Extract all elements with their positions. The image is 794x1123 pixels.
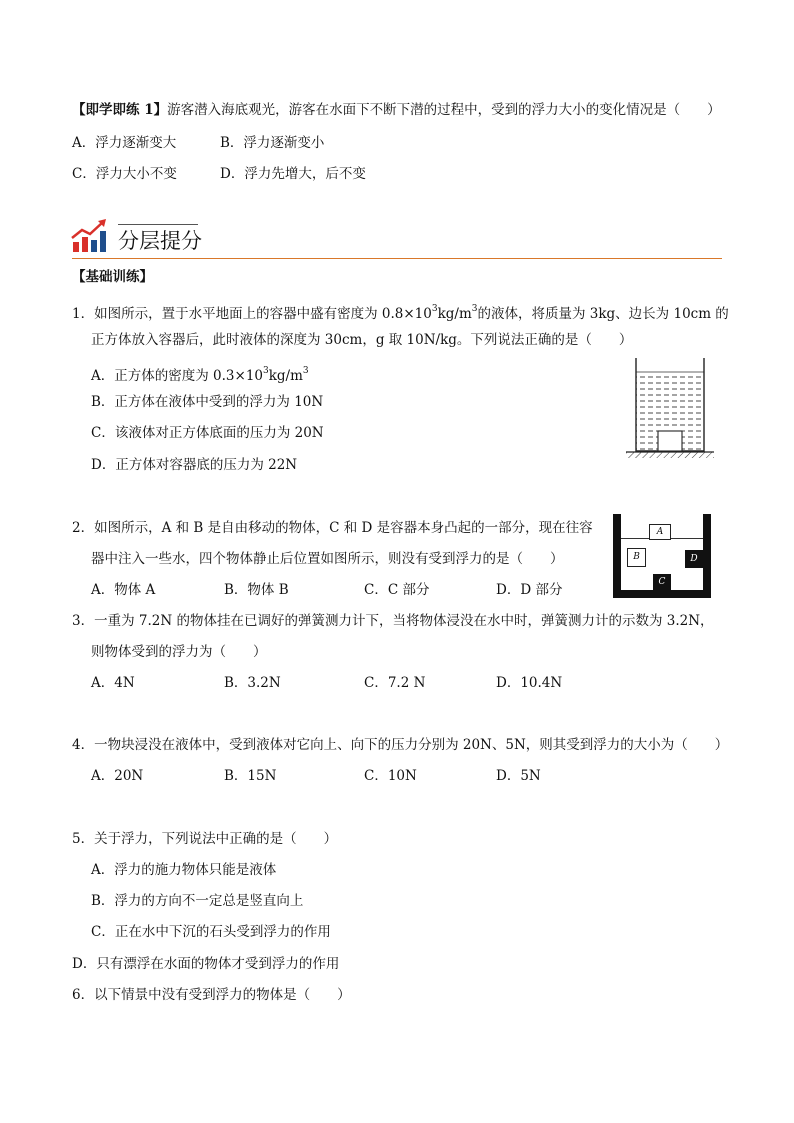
- q3-line1: 3．一重为 7.2N 的物体挂在已调好的弹簧测力计下，当将物体浸没在水中时，弹簧测力计的示数为 3.2N，: [72, 613, 714, 629]
- q3-option-a: A．4N: [91, 675, 135, 691]
- q5-line1: 5．关于浮力，下列说法中正确的是（ ）: [72, 831, 338, 847]
- q2-wall-right: [703, 514, 711, 598]
- q2-option-d: D．D 部分: [496, 582, 563, 598]
- q1-cube: [658, 431, 682, 451]
- q1-container-figure: [624, 356, 716, 462]
- q1-line1: [72, 300, 729, 323]
- q2-wall-left: [613, 514, 621, 598]
- practice-option-d: D．浮力先增大，后不变: [220, 166, 366, 182]
- q3-line2: 则物体受到的浮力为（ ）: [91, 644, 267, 660]
- q1-opta-unit: kg/m: [268, 368, 303, 384]
- q1-option-d: D．正方体对容器底的压力为 22N: [91, 457, 298, 473]
- q2-container-figure: [613, 514, 711, 598]
- q1-option-c: C．该液体对正方体底面的压力为 20N: [91, 425, 324, 441]
- q2-line1: 2．如图所示，A 和 B 是自由移动的物体，C 和 D 是容器本身凸起的一部分，现在往容: [72, 520, 593, 536]
- q3-option-b: B．3.2N: [224, 675, 281, 691]
- q3-option-c: C．7.2 N: [364, 675, 426, 691]
- q5-option-a: A．浮力的施力物体只能是液体: [91, 862, 277, 878]
- q1-opta-sup: 3: [263, 366, 269, 376]
- q1-sup: 3: [431, 304, 438, 314]
- q5-option-c: C．正在水中下沉的石头受到浮力的作用: [91, 924, 331, 940]
- practice-question: [72, 101, 721, 119]
- bar-chart-arrow-icon: [70, 218, 110, 254]
- q1-sup2: 3: [471, 304, 478, 314]
- q6-line1: 6．以下情景中没有受到浮力的物体是（ ）: [72, 987, 351, 1003]
- q4-option-b: B．15N: [224, 768, 277, 784]
- q1-text-b: kg/m: [437, 306, 472, 322]
- section-divider: [72, 258, 722, 259]
- q4-option-a: A．20N: [91, 768, 144, 784]
- q1-opta-sup2: 3: [302, 366, 309, 376]
- q2-line2: 器中注入一些水，四个物体静止后位置如图所示，则没有受到浮力的是（ ）: [91, 551, 564, 567]
- q1-option-a: [91, 362, 309, 385]
- q2-part-d: D: [685, 550, 703, 568]
- q2-option-a: A．物体 A: [91, 582, 156, 598]
- q1-line2: 正方体放入容器后，此时液体的深度为 30cm，g 取 10N/kg。下列说法正确的是（ ）: [91, 332, 633, 348]
- q2-bottom: [613, 590, 711, 598]
- q5-option-d: D．只有漂浮在水面的物体才受到浮力的作用: [72, 956, 340, 972]
- practice-option-a: A．浮力逐渐变大: [72, 135, 177, 151]
- q5-option-b: B．浮力的方向不一定总是竖直向上: [91, 893, 304, 909]
- q2-option-c: C．C 部分: [364, 582, 430, 598]
- q1-text-c: 的液体，将质量为 3kg、边长为 10cm 的: [477, 306, 729, 322]
- q3-option-d: D．10.4N: [496, 675, 563, 691]
- q4-option-c: C．10N: [364, 768, 417, 784]
- practice-option-b: B．浮力逐渐变小: [220, 135, 325, 151]
- subsection-title: 【基础训练】: [72, 269, 153, 285]
- practice-stem: 游客潜入海底观光，游客在水面下不断下潜的过程中，受到的浮力大小的变化情况是（ ）: [167, 102, 721, 118]
- practice-tag: 【即学即练 1】: [72, 102, 168, 118]
- q1-text-a: 1．如图所示，置于水平地面上的容器中盛有密度为 0.8×10: [72, 306, 432, 322]
- section-title: 分层提分: [118, 229, 202, 253]
- q2-part-c: C: [653, 574, 671, 590]
- q4-line1: 4．一物块浸没在液体中，受到液体对它向上、向下的压力分别为 20N、5N，则其受到浮力的大小为（ ）: [72, 737, 729, 753]
- q2-object-a: A: [649, 524, 671, 540]
- q2-object-b: B: [627, 548, 646, 567]
- practice-option-c: C．浮力大小不变: [72, 166, 177, 182]
- q4-option-d: D．5N: [496, 768, 541, 784]
- q1-opta-text: A．正方体的密度为 0.3×10: [91, 368, 263, 384]
- q1-option-b: B．正方体在液体中受到的浮力为 10N: [91, 394, 324, 410]
- heading-overline: [118, 224, 198, 225]
- q2-option-b: B．物体 B: [224, 582, 289, 598]
